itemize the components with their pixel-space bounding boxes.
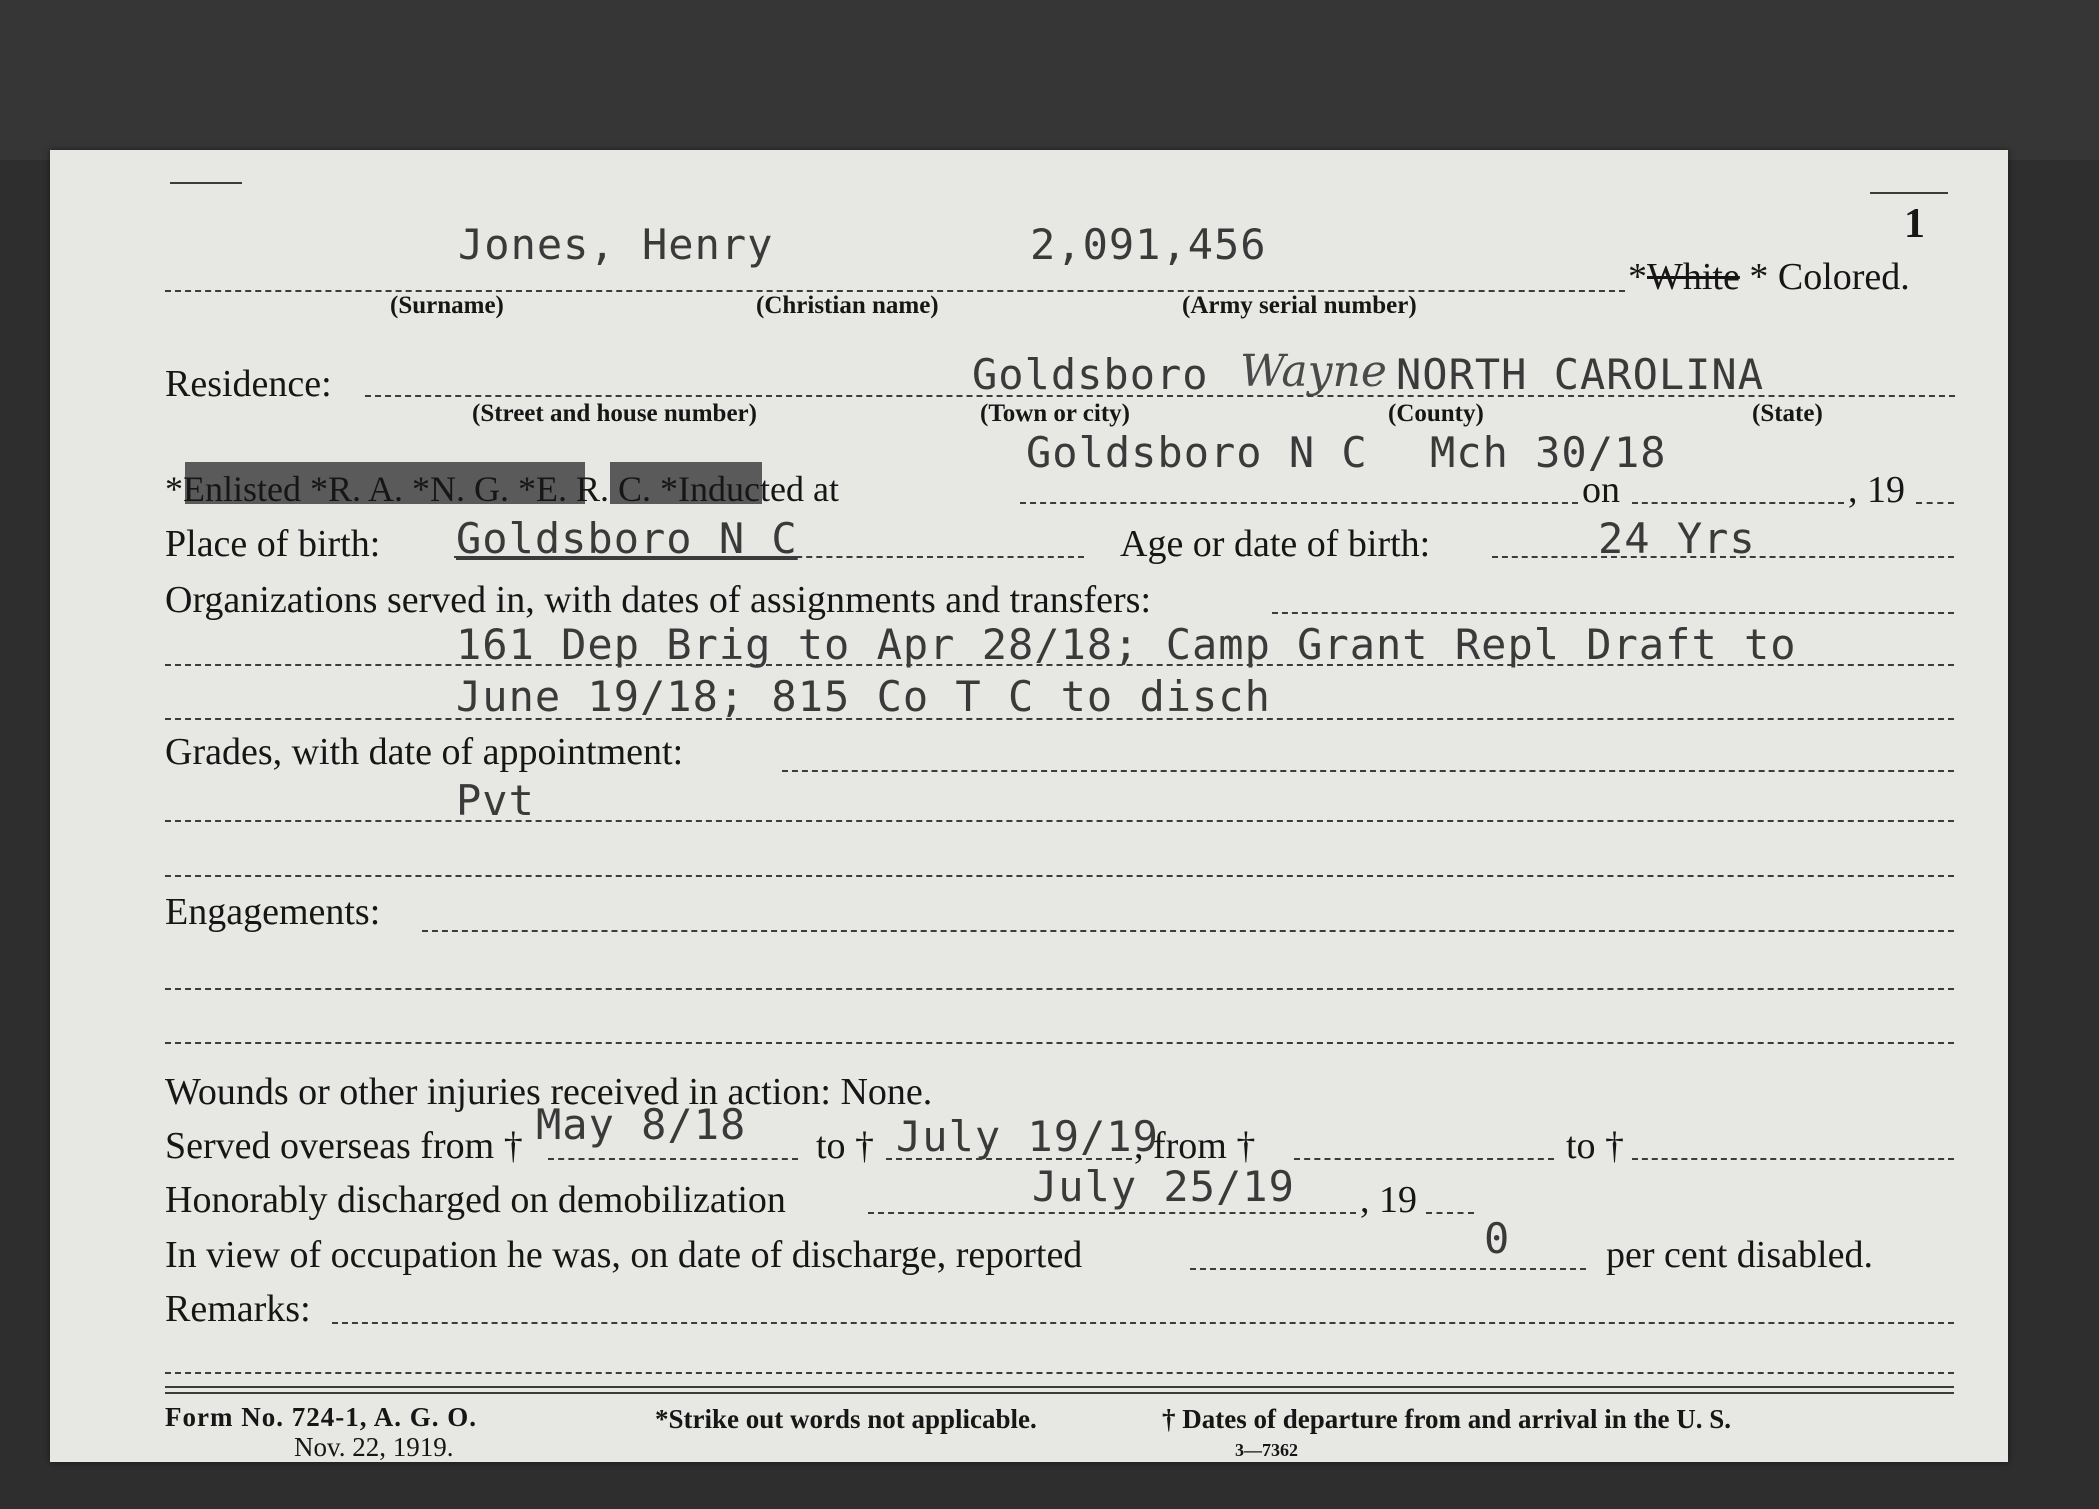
occupation-label: In view of occupation he was, on date of discharge, reported: [165, 1234, 1083, 1276]
residence-town: Goldsboro: [972, 350, 1209, 399]
served-from-value: May 8/18: [536, 1100, 747, 1149]
inducted-on-value: Mch 30/18: [1430, 428, 1667, 477]
top-left-rule: [170, 182, 242, 184]
grades-line-2: [165, 875, 1954, 877]
organizations-line-1: 161 Dep Brig to Apr 28/18; Camp Grant Repl Draft to: [456, 620, 1797, 669]
residence-state: NORTH CAROLINA: [1396, 350, 1765, 399]
card-number: 1: [1904, 201, 1925, 247]
remarks-line-1: [165, 1372, 1954, 1374]
orgs-line-1: [165, 664, 1954, 666]
year-line-2: [1426, 1212, 1474, 1214]
engagements-line-0: [422, 930, 1954, 932]
discharged-label: Honorably discharged on demobilization: [165, 1179, 786, 1221]
form-number: Form No. 724-1, A. G. O.: [165, 1402, 477, 1432]
engagements-line-1: [165, 988, 1954, 990]
orgs-line-2: [165, 718, 1954, 720]
discharged-value: July 25/19: [1032, 1162, 1295, 1211]
engagements-label: Engagements:: [165, 891, 381, 933]
enlisted-label: *Enlisted *R. A. *N. G. *E. R. C. *Inducted at: [165, 469, 839, 509]
engagements-line-2: [165, 1042, 1954, 1044]
grades-line-0: [782, 770, 1954, 772]
age-line: [1492, 556, 1954, 558]
served-overseas-label: Served overseas from †: [165, 1125, 523, 1167]
year-label-1: , 19: [1848, 469, 1905, 511]
to-label-2: to †: [1566, 1125, 1625, 1167]
footer-rule-1: [165, 1386, 1954, 1388]
race-white: White: [1647, 256, 1740, 298]
organizations-label: Organizations served in, with dates of assignments and transfers:: [165, 579, 1152, 621]
to2-line: [1632, 1158, 1954, 1160]
on-label: on: [1582, 469, 1620, 511]
pob-line: [454, 556, 1084, 558]
inducted-at-value: Goldsboro N C: [1026, 428, 1368, 477]
from2-line: [1294, 1158, 1554, 1160]
footer-rule-2: [165, 1392, 1954, 1394]
race-colored: * Colored.: [1749, 256, 1910, 298]
surname-label: (Surname): [390, 292, 504, 319]
county-label: (County): [1388, 400, 1484, 427]
place-of-birth-label: Place of birth:: [165, 523, 381, 565]
christian-label: (Christian name): [756, 292, 939, 319]
served-to-value: July 19/19: [896, 1112, 1159, 1161]
grade-value: Pvt: [456, 776, 535, 825]
residence-label: Residence:: [165, 363, 332, 405]
residence-county: Wayne: [1240, 346, 1387, 397]
on-line: [1632, 502, 1844, 504]
serial-label: (Army serial number): [1182, 292, 1417, 319]
year-label-2: , 19: [1360, 1179, 1417, 1221]
race-options: [1628, 255, 1910, 299]
grades-label: Grades, with date of appointment:: [165, 731, 684, 773]
organizations-line-2: June 19/18; 815 Co T C to disch: [456, 672, 1271, 721]
residence-line: [365, 395, 1955, 397]
age-value: 24 Yrs: [1598, 514, 1756, 563]
served-to-line: [886, 1158, 1132, 1160]
age-label: Age or date of birth:: [1120, 523, 1431, 565]
year-line-1: [1916, 502, 1954, 504]
served-from-line: [548, 1158, 798, 1160]
to-label-1: to †: [816, 1125, 875, 1167]
form-date: Nov. 22, 1919.: [294, 1432, 454, 1462]
top-right-rule: [1870, 192, 1948, 194]
remarks-label: Remarks:: [165, 1288, 311, 1330]
town-label: (Town or city): [980, 400, 1130, 427]
inducted-line: [1020, 502, 1578, 504]
discharged-line: [868, 1212, 1356, 1214]
from-label-2: , from †: [1134, 1125, 1256, 1167]
grades-line-1: [165, 820, 1954, 822]
disabled-line: [1190, 1268, 1586, 1270]
percent-disabled-label: per cent disabled.: [1606, 1234, 1873, 1276]
disabled-value: 0: [1484, 1214, 1511, 1263]
orgs-line-0: [1272, 612, 1954, 614]
serial-value: 2,091,456: [1030, 220, 1267, 269]
name-value: Jones, Henry: [458, 220, 774, 269]
wounds-label: Wounds or other injuries received in action: None.: [165, 1071, 933, 1113]
place-of-birth-value: Goldsboro N C: [456, 514, 798, 563]
state-label: (State): [1752, 400, 1823, 427]
service-record-card: [50, 150, 2008, 1462]
remarks-line-0: [332, 1322, 1954, 1324]
strike-note: *Strike out words not applicable.: [655, 1404, 1037, 1434]
street-label: (Street and house number): [472, 400, 757, 427]
dates-note: † Dates of departure from and arrival in the U. S.: [1162, 1404, 1731, 1434]
print-code: 3—7362: [1235, 1440, 1298, 1460]
background-top: [0, 0, 2099, 160]
race-star-white: *: [1628, 256, 1647, 298]
